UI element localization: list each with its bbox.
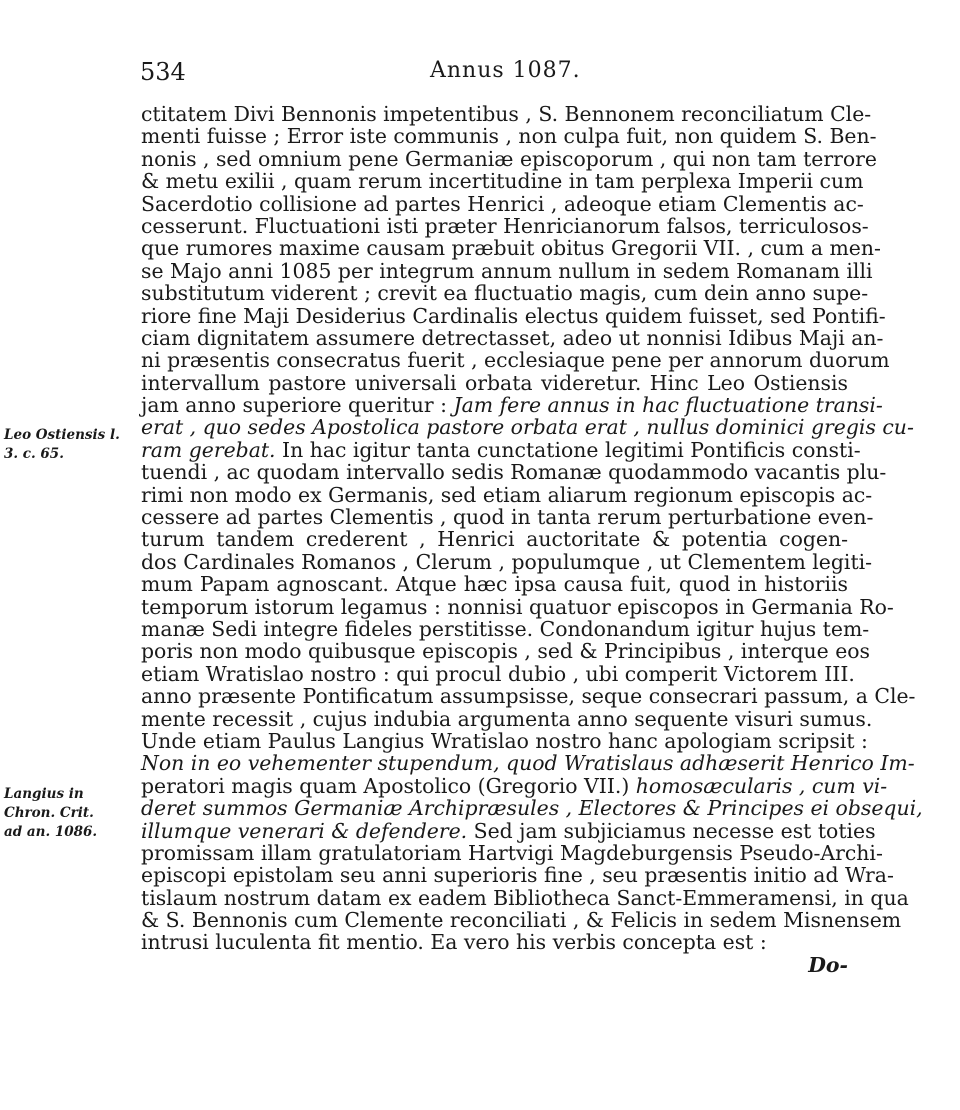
text-line: Unde etiam Paulus Langius Wratislao nostro hanc apologiam scripsit : [141, 728, 868, 753]
text-line: peratori magis quam Apostolico (Gregorio VII.) homosæcularis , cum vi- [141, 773, 888, 798]
text-line: ciam dignitatem assumere detrectasset, adeo ut nonnisi Idibus Maji an- [141, 325, 884, 350]
text-line: poris non modo quibusque episcopis , sed & Principibus , interque eos [141, 639, 870, 664]
margin-note-line: Leo Ostiensis l. [4, 427, 120, 443]
body-text [141, 102, 923, 977]
text-line: rimi non modo ex Germanis, sed etiam aliarum regionum episcopis ac- [141, 482, 873, 507]
page-header [140, 58, 840, 88]
text-line: cesserunt. Fluctuationi isti præter Henricianorum falsos, terriculosos- [141, 213, 869, 238]
text-line: se Majo anni 1085 per integrum annum nullum in sedem Romanam illi [141, 258, 873, 283]
running-head: Annus 1087. [430, 58, 581, 83]
margin-note-line: Langius in [4, 786, 84, 802]
text-line: nonis , sed omnium pene Germaniæ episcoporum , qui non tam terrore [141, 146, 877, 171]
text-line: manæ Sedi integre fideles perstitisse. Condonandum igitur hujus tem- [141, 616, 870, 641]
text-line: & metu exilii , quam rerum incertitudine in tam perplexa Imperii cum [141, 169, 864, 194]
margin-note-line: Chron. Crit. [4, 805, 94, 821]
text-line: riore fine Maji Desiderius Cardinalis electus quidem fuisset, sed Pontifi- [141, 303, 886, 328]
text-line: mum Papam agnoscant. Atque hæc ipsa causa fuit, quod in historiis [141, 572, 848, 597]
text-line: Sacerdotio collisione ad partes Henrici , adeoque etiam Clementis ac- [141, 191, 864, 216]
page-number: 534 [140, 58, 186, 86]
text-line: ni præsentis consecratus fuerit , ecclesiaque pene per annorum duorum [141, 348, 890, 373]
text-line: erat , quo sedes Apostolica pastore orbata erat , nullus dominici gregis cu- [141, 415, 914, 440]
margin-note-line: 3. c. 65. [4, 446, 64, 462]
catchword: Do- [808, 952, 848, 977]
text-line: promissam illam gratulatoriam Hartvigi Magdeburgensis Pseudo-Archi- [141, 840, 883, 865]
text-line: dos Cardinales Romanos , Clerum , populumque , ut Clementem legiti- [141, 549, 873, 574]
text-line: tislaum nostrum datam ex eadem Bibliotheca Sanct-Emmeramensi, in qua [141, 885, 909, 910]
text-line: substitutum viderent ; crevit ea fluctuatio magis, cum dein anno supe- [141, 281, 869, 306]
text-line: menti fuisse ; Error iste communis , non culpa fuit, non quidem S. Ben- [141, 124, 877, 149]
text-line: illumque venerari & defendere. Sed jam subjiciamus necesse est toties [141, 818, 876, 843]
text-line: jam anno superiore queritur : Jam fere annus in hac fluctuatione transi- [141, 393, 883, 418]
margin-note-line: ad an. 1086. [4, 824, 98, 840]
text-line: cessere ad partes Clementis , quod in tanta rerum perturbatione even- [141, 505, 874, 530]
text-line: intervallum pastore universali orbata videretur. Hinc Leo Ostiensis [141, 370, 848, 395]
text-line: que rumores maxime causam præbuit obitus Gregorii VII. , cum a men- [141, 236, 881, 261]
text-line: deret summos Germaniæ Archipræsules , Electores & Principes ei obsequi, [141, 796, 923, 821]
text-line: & S. Bennonis cum Clemente reconciliati , & Felicis in sedem Misnensem [141, 908, 902, 933]
margin-note-langius [4, 785, 136, 842]
text-line: temporum istorum legamus : nonnisi quatuor episcopos in Germania Ro- [141, 594, 894, 619]
text-line: ctitatem Divi Bennonis impetentibus , S. Bennonem reconciliatum Cle- [141, 102, 872, 126]
text-line: turum tandem crederent , Henrici auctoritate & potentia cogen- [141, 527, 848, 552]
text-line: Non in eo vehementer stupendum, quod Wratislaus adhæserit Henrico Im- [141, 751, 915, 776]
text-line: ram gerebat. In hac igitur tanta cunctatione legitimi Pontificis consti- [141, 437, 861, 462]
text-line: mente recessit , cujus indubia argumenta anno sequente visuri sumus. [141, 706, 873, 731]
text-line: intrusi luculenta fit mentio. Ea vero his verbis concepta est : [141, 930, 767, 955]
text-line: episcopi epistolam seu anni superioris fine , seu præsentis initio ad Wra- [141, 863, 894, 888]
text-line: anno præsente Pontificatum assumpsisse, seque consecrari passum, a Cle- [141, 684, 916, 709]
margin-note-leo-ostiensis [4, 426, 136, 464]
text-line: tuendi , ac quodam intervallo sedis Romanæ quodammodo vacantis plu- [141, 460, 887, 485]
text-line: etiam Wratislao nostro : qui procul dubio , ubi comperit Victorem III. [141, 661, 855, 686]
